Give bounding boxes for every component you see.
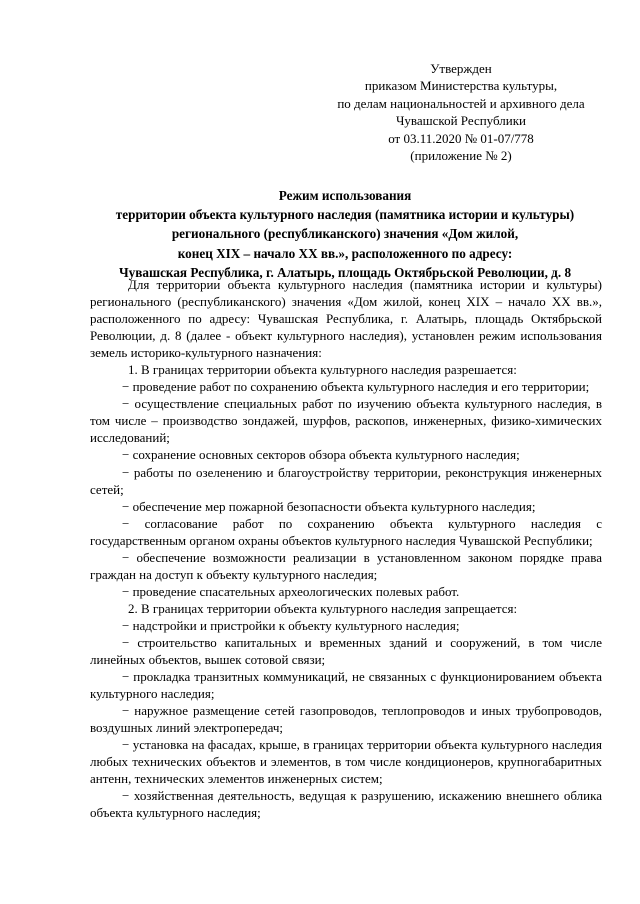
permitted-item: − согласование работ по сохранению объекта культурного наследия с государственным органом охраны объектов культурного наследия Чувашской Республики;	[90, 515, 602, 548]
prohibited-item: − прокладка транзитных коммуникаций, не связанных с функционированием объекта культурного наследия;	[90, 669, 602, 702]
prohibited-item: − установка на фасадах, крыше, в границах территории объекта культурного наследия любых технических объектов и элементов, в том числе кондиционеров, крупногабаритных антенн, технических элементов инженерных систем;	[90, 737, 602, 787]
section-1-heading: 1. В границах территории объекта культурного наследия разрешается:	[128, 362, 517, 378]
intro-paragraph: Для территории объекта культурного наследия (памятника истории и культуры) регионального (республиканского) значения «Дом жилой, конец XIX – начало XX вв.», расположенного по адресу: Чувашская Республика, г. Алатырь, площадь Октябрьской Революции, д. 8 (далее - объект культурного наследия), установлен режим использования земель историко-культурного назначения:	[90, 277, 602, 361]
permitted-item: − осуществление специальных работ по изучению объекта культурного наследия, в том числе – производство зондажей, шурфов, раскопов, инженерных, физико-химических исследований;	[90, 396, 602, 446]
title-line: Режим использования	[278, 188, 412, 203]
permitted-item: − проведение работ по сохранению объекта культурного наследия и его территории;	[122, 379, 590, 395]
approval-line: от 03.11.2020 № 01-07/778	[388, 130, 534, 146]
permitted-item: − сохранение основных секторов обзора объекта культурного наследия;	[122, 447, 520, 463]
prohibited-item: − хозяйственная деятельность, ведущая к разрушению, искажению внешнего облика объекта культурного наследия;	[90, 788, 602, 821]
approval-line: приказом Министерства культуры,	[364, 78, 558, 94]
permitted-item: − проведение спасательных археологических полевых работ.	[122, 583, 460, 599]
approval-line: по делам национальностей и архивного дела	[337, 95, 585, 111]
document-body	[90, 276, 602, 822]
prohibited-item: − надстройки и пристройки к объекту культурного наследия;	[122, 617, 460, 633]
prohibited-item: − наружное размещение сетей газопроводов, теплопроводов и иных трубопроводов, воздушных линий электропередач;	[90, 703, 602, 736]
approval-line: Чувашской Республики	[395, 113, 527, 129]
document-title	[72, 186, 618, 282]
title-line: Чувашская Республика, г. Алатырь, площадь Октябрьской Революции, д. 8	[118, 264, 572, 280]
section-2-heading: 2. В границах территории объекта культурного наследия запрещается:	[128, 600, 518, 616]
prohibited-item: − строительство капитальных и временных зданий и сооружений, в том числе линейных объектов, вышек сотовой связи;	[90, 634, 602, 668]
permitted-item: − обеспечение мер пожарной безопасности объекта культурного наследия;	[122, 498, 536, 514]
title-line: регионального (республиканского) значения «Дом жилой,	[171, 226, 519, 242]
permitted-item: − обеспечение возможности реализации в установленном законом порядке права граждан на доступ к объекту культурного наследия;	[90, 549, 602, 582]
title-line: конец XIX – начало XX вв.», расположенного по адресу:	[177, 245, 513, 261]
permitted-item: − работы по озеленению и благоустройству территории, реконструкция инженерных сетей;	[90, 464, 602, 497]
title-line: территории объекта культурного наследия (памятника истории и культуры)	[115, 207, 575, 223]
approval-line: Утвержден	[430, 61, 492, 76]
approval-stamp	[318, 60, 604, 164]
approval-line: (приложение № 2)	[410, 148, 512, 164]
